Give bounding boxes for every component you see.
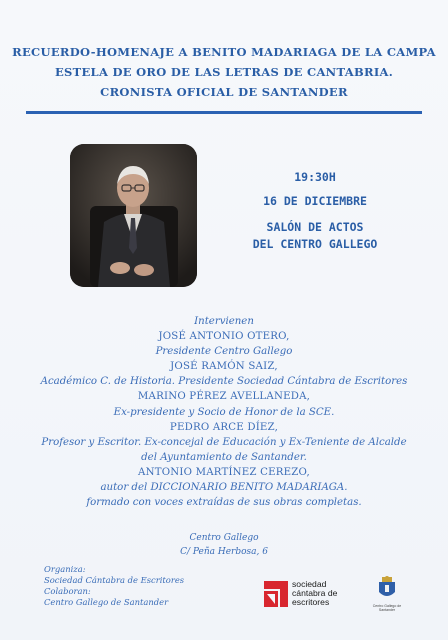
sce-logo-line-2: cántabra de <box>292 588 338 598</box>
event-venue-line-2: DEL CENTRO GALLEGO <box>252 237 378 251</box>
colaboran-label: Colaboran: <box>44 586 91 596</box>
speaker-role: Profesor y Escritor. Ex-concejal de Educación y Ex-Teniente de Alcalde <box>41 436 407 448</box>
speaker-name: JOSÉ ANTONIO OTERO, <box>158 331 290 343</box>
sce-logo-text <box>292 580 337 607</box>
speaker-role: Presidente Centro Gallego <box>155 346 293 358</box>
speaker-name: ANTONIO MARTÍNEZ CEREZO, <box>138 466 310 478</box>
poster-title <box>0 42 448 102</box>
speaker-role: autor del DICCIONARIO BENITO MADARIAGA. <box>100 482 348 494</box>
event-time: 19:30H <box>294 170 336 184</box>
crest-icon <box>377 574 397 600</box>
credits <box>44 564 184 608</box>
title-line-3: CRONISTA OFICIAL DE SANTANDER <box>100 85 348 99</box>
sce-logo-line-1: sociedad <box>292 579 327 589</box>
centro-gallego-logo-text: Centro Gallego de Santander <box>372 604 402 612</box>
event-address <box>0 531 448 559</box>
organiza-value: Sociedad Cántabra de Escritores <box>44 575 185 585</box>
header-divider <box>26 111 422 114</box>
title-line-2: ESTELA DE ORO DE LAS LETRAS DE CANTABRIA. <box>54 65 394 79</box>
title-line-1: RECUERDO-HOMENAJE A BENITO MADARIAGA DE LA CAMPA <box>12 45 436 59</box>
speakers-heading: Intervienen <box>194 316 254 327</box>
speaker-name: MARINO PÉREZ AVELLANEDA, <box>137 391 311 403</box>
event-venue-line-1: SALÓN DE ACTOS <box>266 220 364 234</box>
speaker-name: JOSÉ RAMÓN SAIZ, <box>170 361 278 373</box>
event-date: 16 DE DICIEMBRE <box>263 194 367 208</box>
portrait-photo <box>70 144 197 287</box>
sce-logo <box>264 580 354 608</box>
organiza-label: Organiza: <box>44 564 86 574</box>
speaker-name: PEDRO ARCE DÍEZ, <box>169 421 279 433</box>
speaker-role: del Ayuntamiento de Santander. <box>141 451 307 463</box>
sce-logo-line-3: escritores <box>292 597 330 607</box>
centro-gallego-logo <box>370 574 404 614</box>
address-place: Centro Gallego <box>189 533 259 543</box>
speakers-section <box>0 314 448 510</box>
speaker-role: Ex-presidente y Socio de Honor de la SCE. <box>113 406 335 418</box>
speaker-role: Académico C. de Historia. Presidente Sociedad Cántabra de Escritores <box>40 376 408 388</box>
sce-logo-mark-icon <box>264 581 288 607</box>
speaker-role: formado con voces extraídas de sus obras completas. <box>86 497 362 509</box>
address-street: C/ Peña Herbosa, 6 <box>180 547 268 557</box>
colaboran-value: Centro Gallego de Santander <box>44 597 169 607</box>
